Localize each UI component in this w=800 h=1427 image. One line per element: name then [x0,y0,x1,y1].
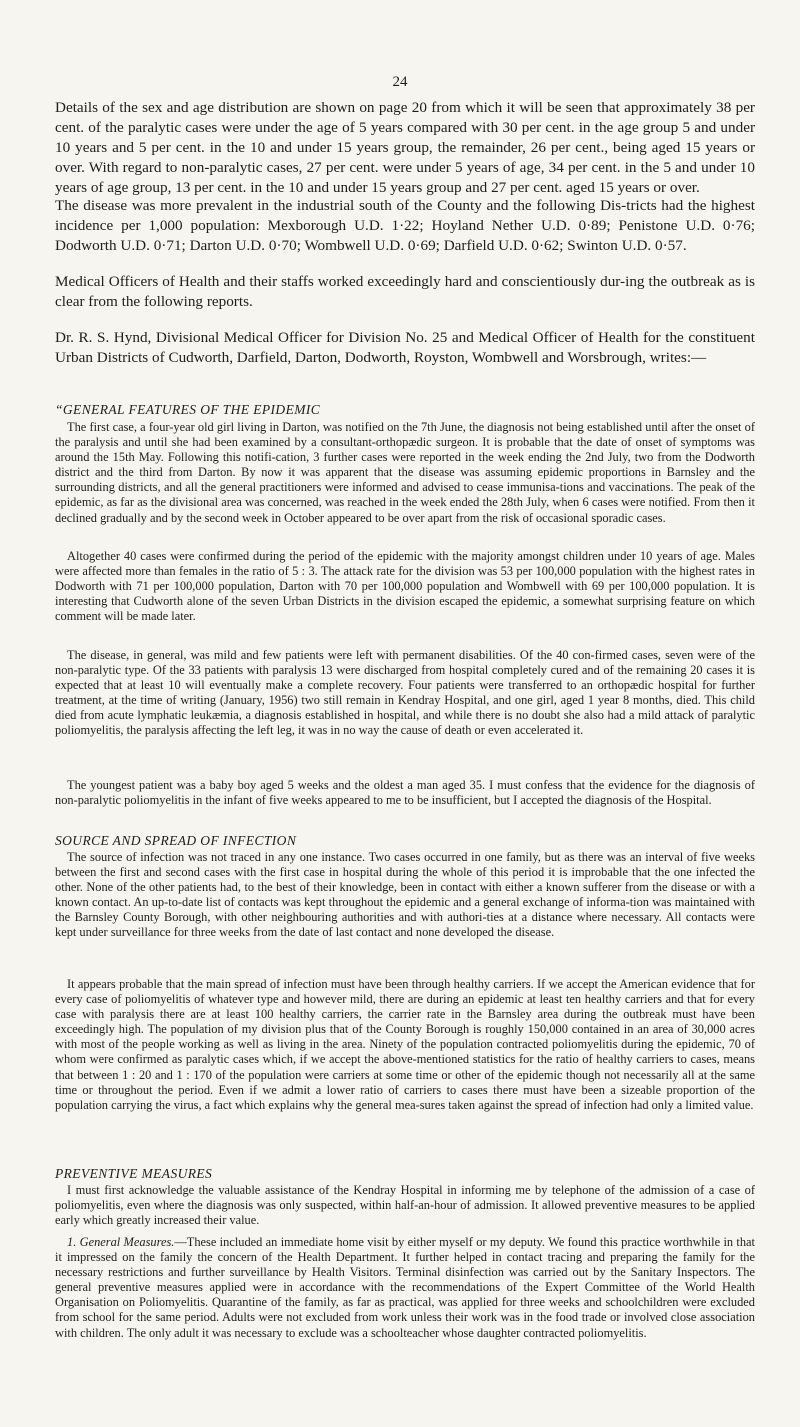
intro-paragraph: Medical Officers of Health and their staffs worked exceedingly hard and conscientiously dur-ing the outbreak as is clear from the following reports. [55,273,755,310]
body-paragraph: I must first acknowledge the valuable assistance of the Kendray Hospital in informing me by telephone of the admission of a case of poliomyelitis, even where the diagnosis was only suspected, within half-an-hour of admission. It allowed preventive measures to be applied early which greatly increased their value. [55,1183,755,1228]
body-paragraph: The disease, in general, was mild and few patients were left with permanent disabilities. Of the 40 con-firmed cases, seven were of the non-paralytic type. Of the 33 patients with paralysis 13 were discharged from hospital completely cured and of the remaining 20 cases it is expected that at least 10 will eventually make a complete recovery. Four patients were transferred to an orthopædic hospital for further treatment, at the time of writing (January, 1956) two still remain in Kendray Hospital, and one girl, aged 1 year 8 months, died. This child died from acute lymphatic leukæmia, a diagnosis established in hospital, and while there is no doubt she also had a mild attack of paralytic poliomyelitis, the paralysis affecting the left leg, it was in no way the cause of death or even accelerated it. [55,648,755,738]
section-heading-source [55,833,755,849]
section-heading: PREVENTIVE MEASURES [55,1166,213,1181]
body-paragraph: The source of infection was not traced in any one instance. Two cases occurred in one family, but as there was an interval of five weeks between the first and second cases with the first case in hospital during the whole of this period it is improbable that the one infected the other. None of the other patients had, to the best of their knowledge, been in contact with either a known sufferer from the disease or with a known contact. An up-to-date list of contacts was kept throughout the epidemic and a general exchange of informa-tion was maintained with the Barnsley County Borough, with other neighbouring authorities and with authori-ties at a distance where necessary. All contacts were kept under surveillance for three weeks from the date of last contact and none developed the disease. [55,850,755,940]
general-measures-label: 1. General Measures. [67,1235,175,1249]
general-measures-paragraph [55,1235,755,1341]
intro-paragraph: The disease was more prevalent in the industrial south of the County and the following Dis-tricts had the highest incidence per 1,000 population: Mexborough U.D. 1·22; Hoyland Nether U.D. 0·89; Penistone U.D. 0·76; Dodworth U.D. 0·71; Darton U.D. 0·70; Wombwell U.D. 0·69; Darfield U.D. 0·62; Swinton U.D. 0·57. [55,197,755,254]
section-heading: “GENERAL FEATURES OF THE EPIDEMIC [55,402,321,417]
section-heading: SOURCE AND SPREAD OF INFECTION [55,833,297,848]
body-paragraph: The youngest patient was a baby boy aged 5 weeks and the oldest a man aged 35. I must confess that the evidence for the diagnosis of non-paralytic poliomyelitis in the infant of five weeks appeared to me to be insufficient, but I accepted the diagnosis of the Hospital. [55,778,755,808]
section-heading-preventive [55,1166,755,1182]
intro-paragraph: Details of the sex and age distribution are shown on page 20 from which it will be seen that approximately 38 per cent. of the paralytic cases were under the age of 5 years compared with 30 per cent. in the age group 5 and under 10 years and 5 per cent. in the 10 and under 15 years group, the remainder, 26 per cent., being aged 15 years or over. With regard to non-paralytic cases, 27 per cent. were under 5 years of age, 34 per cent. in the 5 and under 10 years of age group, 13 per cent. in the 10 and under 15 years group and 27 per cent. aged 15 years or over. [55,99,755,196]
body-paragraph: Altogether 40 cases were confirmed during the period of the epidemic with the majority amongst children under 10 years of age. Males were affected more than females in the ratio of 5 : 3. The attack rate for the division was 53 per 100,000 population with the highest rates in Dodworth with 71 per 100,000 population, Darton with 70 per 100,000 population and Wombwell with 69 per 100,000 population. It is interesting that Cudworth alone of the seven Urban Districts in the division escaped the epidemic, a somewhat surprising feature on which comment will be made later. [55,549,755,624]
section-heading-general [55,402,755,418]
body-paragraph: The first case, a four-year old girl living in Darton, was notified on the 7th June, the diagnosis not being established until after the onset of the paralysis and until she had been examined by a consultant-orthopædic surgeon. It is probable that the date of onset of symptoms was around the 15th May. Following this notifi-cation, 3 further cases were reported in the week ending the 2nd July, two from the Dodworth district and the third from Darton. By now it was apparent that the disease was assuming epidemic proportions in Barnsley and the surrounding districts, and all the general practitioners were informed and advised to cease immunisa-tions and vaccinations. The peak of the epidemic, as far as the divisional area was concerned, was reached in the week ended the 28th July, when 6 cases were notified. From then it declined gradually and by the second week in October appeared to be over apart from the risk of occasional sporadic cases. [55,420,755,525]
intro-paragraph: Dr. R. S. Hynd, Divisional Medical Officer for Division No. 25 and Medical Officer of Health for the constituent Urban Districts of Cudworth, Darfield, Darton, Dodworth, Royston, Wombwell and Worsbrough, writes:— [55,329,755,366]
body-paragraph: It appears probable that the main spread of infection must have been through healthy carriers. If we accept the American evidence that for every case of poliomyelitis of whatever type and however mild, there are during an epidemic at least ten healthy carriers and that for every case with paralysis there are at least 100 healthy carriers, the carrier rate in the Barnsley area during the outbreak must have been exceedingly high. The population of my division plus that of the County Borough is roughly 150,000 contained in an area of 30,000 acres with most of the people working as well as living in the area. Ninety of the population contracted poliomyelitis during the epidemic, 70 of whom were confirmed as paralytic cases which, if we accept the above-mentioned statistics for the ratio of healthy carriers to cases, means that between 1 : 20 and 1 : 170 of the population were carriers at some time or other of the epidemic though not necessarily all at the same time or throughout the period. Even if we admit a lower ratio of carriers to cases there must have been a sizeable proportion of the population carrying the virus, a fact which explains why the general mea-sures taken against the spread of infection had only a limited value. [55,977,755,1112]
general-measures-text: —These included an immediate home visit by either myself or my deputy. We found this practice worthwhile in that it impressed on the family the concern of the Health Department. It further helped in contact tracing and preparing the family for the necessary restrictions and further surveillance by Health Visitors. Terminal disinfection was carried out by the Sanitary Inspectors. The general preventive measures applied were in accordance with the recommendations of the Expert Committee of the World Health Organisation on Poliomyelitis. Quarantine of the family, as far as practical, was applied for three weeks and schoolchildren were excluded from school for the same period. Adults were not excluded from work unless their work was in the food trade or involved close association with children. The only adult it was necessary to exclude was a schoolteacher whose daughter contracted poliomyelitis. [55,1235,755,1340]
page-number: 24 [392,74,408,90]
